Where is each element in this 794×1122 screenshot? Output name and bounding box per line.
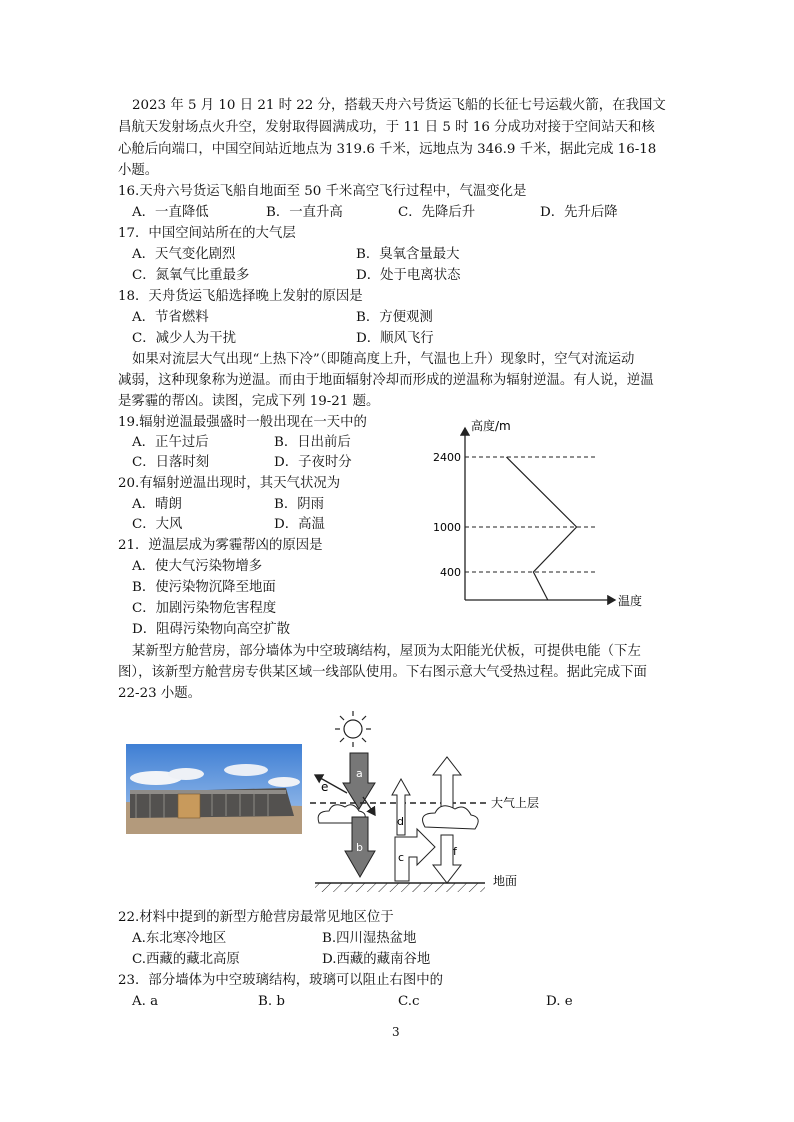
arrow-f-icon — [433, 835, 461, 883]
intro-3-line: 22-23 小题。 — [118, 686, 202, 701]
y-axis-label: 高度/m — [471, 419, 511, 433]
question-stem: 16.天舟六号货运飞船自地面至 50 千米高空飞行过程中，气温变化是 — [118, 184, 527, 199]
label-e: e — [321, 780, 329, 794]
arrow-a-icon — [343, 753, 375, 809]
question-stem: 20.有辐射逆温出现时，其天气状况为 — [118, 476, 341, 491]
option-c[interactable]: C．大风 — [132, 517, 183, 532]
label-a: a — [356, 767, 363, 780]
question-stem: 22.材料中提到的新型方舱营房最常见地区位于 — [118, 910, 394, 925]
option-a[interactable]: A．晴朗 — [132, 497, 182, 512]
ground-hatch — [315, 883, 485, 892]
option-b[interactable]: B．方便观测 — [356, 310, 433, 325]
intro-3-line: 图），该新型方舱营房专供某区域一线部队使用。下右图示意大气受热过程。据此完成下面 — [118, 665, 647, 680]
option-b[interactable]: B．臭氧含量最大 — [356, 247, 460, 262]
page-number: 3 — [392, 1025, 400, 1039]
option-a[interactable]: A.东北寒冷地区 — [132, 931, 227, 946]
question-stem: 21．逆温层成为雾霾帮凶的原因是 — [118, 538, 323, 553]
option-a[interactable]: A．正午过后 — [132, 435, 209, 450]
option-a[interactable]: A．节省燃料 — [132, 310, 209, 325]
intro-3-line: 某新型方舱营房，部分墙体为中空玻璃结构，屋顶为太阳能光伏板，可提供电能（下左 — [132, 644, 641, 659]
intro-1-line: 心舱后向端口，中国空间站近地点为 319.6 千米，远地点为 346.9 千米，据此完成 16-18 — [118, 142, 657, 157]
label-b: b — [356, 841, 363, 854]
option-c[interactable]: C．氮氧气比重最多 — [132, 268, 250, 283]
option-b[interactable]: B.四川湿热盆地 — [322, 931, 417, 946]
option-d[interactable]: D. e — [546, 994, 573, 1009]
option-d[interactable]: D．顺风飞行 — [356, 331, 434, 346]
option-d[interactable]: D．处于电离状态 — [356, 268, 461, 283]
intro-2-line: 如果对流层大气出现“上热下冷”（即随高度上升，气温也上升）现象时，空气对流运动 — [132, 352, 635, 367]
option-d[interactable]: D．先升后降 — [540, 205, 618, 220]
intro-2-line: 减弱，这种现象称为逆温。而由于地面辐射冷却而形成的逆温称为辐射逆温。有人说，逆温 — [118, 373, 654, 388]
option-a[interactable]: A．天气变化剧烈 — [132, 247, 236, 262]
option-d[interactable]: D．高温 — [274, 517, 325, 532]
option-b[interactable]: B．阴雨 — [274, 497, 325, 512]
arrow-e-icon — [315, 775, 347, 793]
y-tick-label: 400 — [440, 566, 461, 579]
option-b[interactable]: B．使污染物沉降至地面 — [132, 580, 276, 595]
option-c[interactable]: C．日落时刻 — [132, 455, 210, 470]
option-a[interactable]: A．一直降低 — [132, 205, 209, 220]
option-c[interactable]: C．先降后升 — [398, 205, 476, 220]
atmosphere-heating-diagram — [305, 705, 565, 895]
option-a[interactable]: A. a — [132, 994, 159, 1009]
temperature-profile-line — [506, 457, 576, 600]
question-stem: 18．天舟货运飞船选择晚上发射的原因是 — [118, 289, 363, 304]
option-d[interactable]: D．阻碍污染物向高空扩散 — [132, 622, 291, 637]
intro-1-line: 2023 年 5 月 10 日 21 时 22 分，搭载天舟六号货运飞船的长征七号运载火箭，在我国文 — [132, 98, 666, 113]
y-tick-label: 2400 — [433, 451, 461, 464]
question-stem: 23．部分墙体为中空玻璃结构，玻璃可以阻止右图中的 — [118, 973, 444, 988]
intro-2-line: 是雾霾的帮凶。读图，完成下列 19-21 题。 — [118, 394, 380, 409]
scatter-arrow-icon — [363, 797, 375, 815]
sun-icon — [335, 711, 371, 747]
option-d[interactable]: D．子夜时分 — [274, 455, 352, 470]
question-stem: 19.辐射逆温最强盛时一般出现在一天中的 — [118, 415, 367, 430]
question-stem: 17．中国空间站所在的大气层 — [118, 226, 296, 241]
intro-1-line: 昌航天发射场点火升空，发射取得圆满成功，于 11 日 5 时 16 分成功对接于空间站天和核 — [118, 120, 655, 135]
upper-atmosphere-label: 大气上层 — [491, 796, 540, 810]
option-d[interactable]: D.西藏的藏南谷地 — [322, 952, 431, 967]
option-c[interactable]: C．加剧污染物危害程度 — [132, 601, 277, 616]
label-c: c — [398, 851, 405, 864]
option-b[interactable]: B. b — [258, 994, 285, 1009]
label-d: d — [397, 815, 404, 828]
option-c[interactable]: C.西藏的藏北高原 — [132, 952, 240, 967]
y-tick-label: 1000 — [433, 521, 461, 534]
option-b[interactable]: B．一直升高 — [266, 205, 343, 220]
intro-1-line: 小题。 — [118, 163, 159, 178]
x-axis-label: 温度 — [618, 594, 643, 608]
inversion-chart — [425, 410, 650, 610]
option-b[interactable]: B．日出前后 — [274, 435, 351, 450]
label-f: f — [453, 845, 457, 858]
ground-label: 地面 — [493, 874, 518, 888]
barracks-photo — [126, 744, 302, 834]
option-a[interactable]: A．使大气污染物增多 — [132, 559, 263, 574]
cloud-icon — [423, 806, 479, 829]
option-c[interactable]: C．减少人为干扰 — [132, 331, 236, 346]
option-c[interactable]: C.c — [398, 994, 420, 1009]
